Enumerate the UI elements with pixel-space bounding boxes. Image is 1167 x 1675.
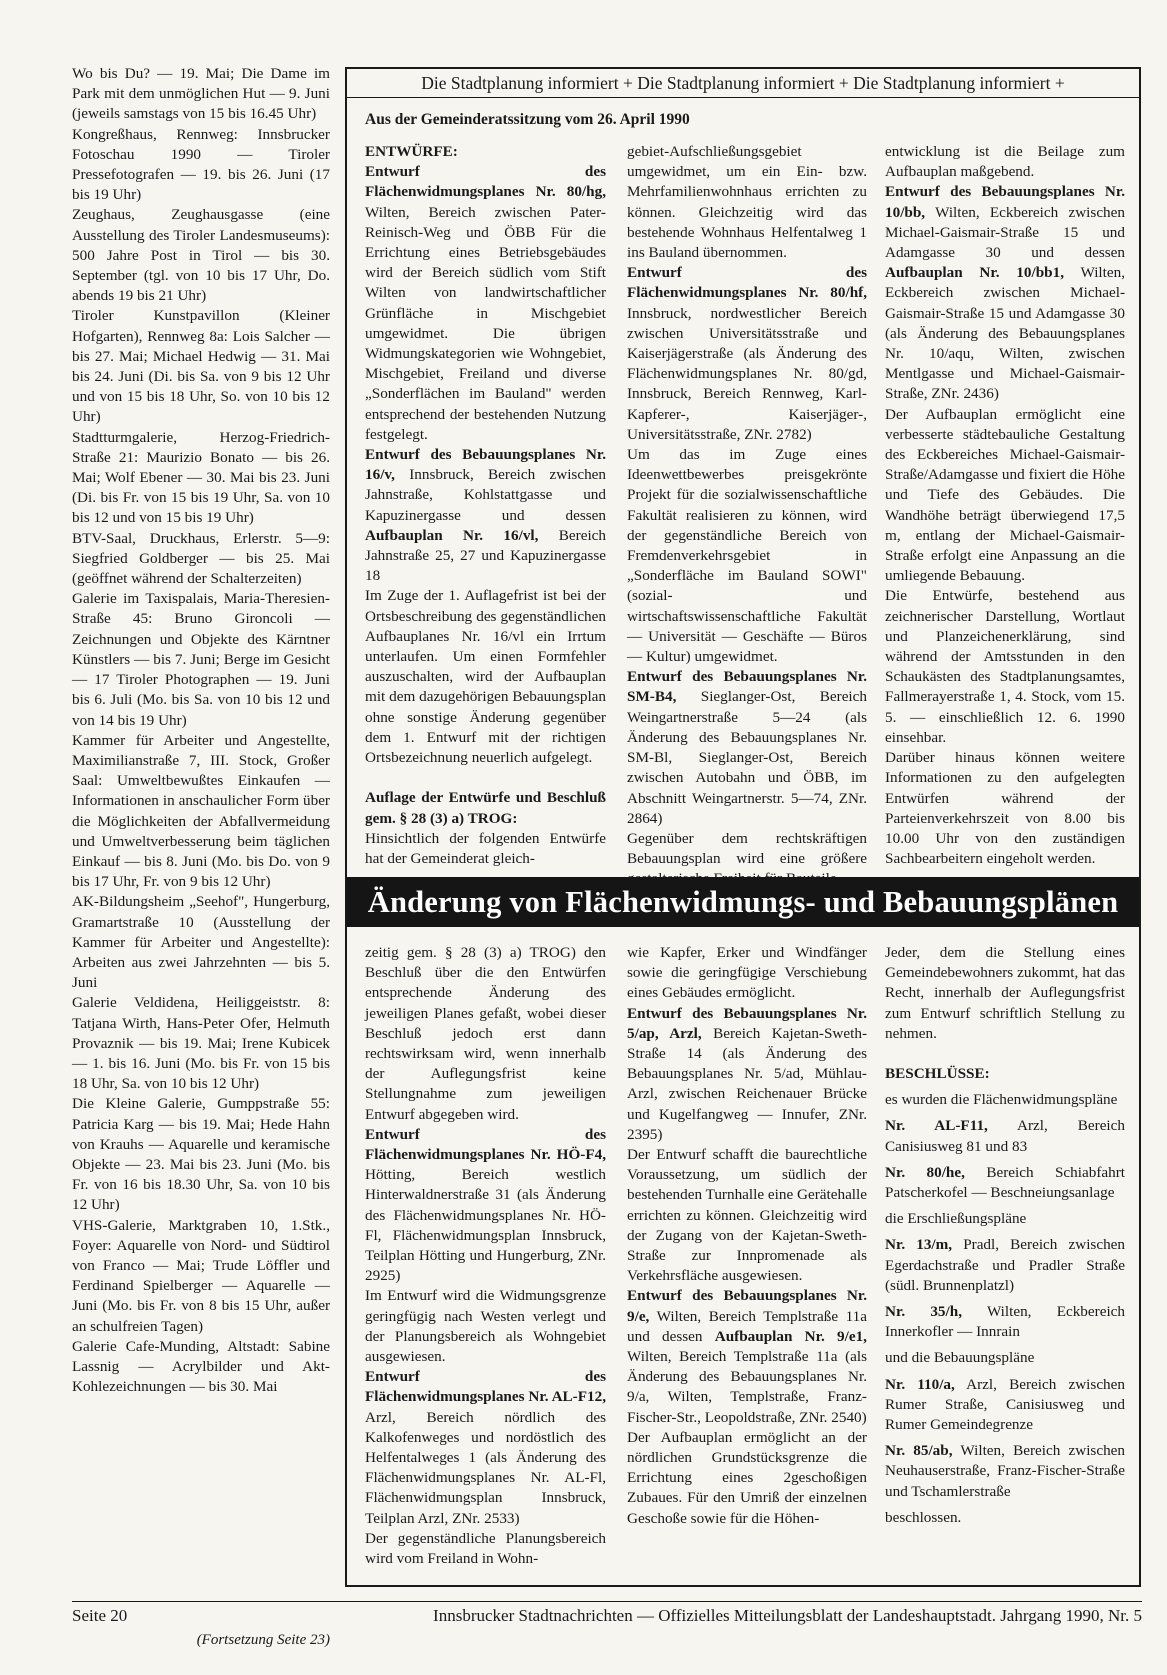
article-text: gebiet-Aufschließungsgebiet umgewidmet, um ein Ein- bzw. Mehrfamilienwohnhaus errichten zu können. Gleichzeitig wird das bestehende Wohnhaus Helfentalweg 1 ins Bauland übernommen. <box>627 143 867 262</box>
plan-title: Entwurf des Bebauungsplanes Nr. SM-B4, <box>627 668 867 706</box>
plan-title: Aufbauplan Nr. 10/bb1, <box>885 264 1064 282</box>
section-heading: Auflage der Entwürfe und Beschluß gem. § 28 (3) a) TROG: <box>365 789 606 827</box>
plan-title: Entwurf des Flächenwidmungsplanes Nr. HÖ-F4, <box>365 1125 606 1164</box>
plan-title: Entwurf des Bebauungsplanes Nr. 9/e, <box>627 1287 867 1325</box>
article-text: Arzl, Bereich Canisiusweg 81 und 83 <box>885 1117 1125 1155</box>
article-text: Wilten, Eckbereich zwischen Michael-Gaismair-Straße 15 und Adamgasse 30 und dessen <box>885 203 1125 262</box>
plan-title: Entwurf des Bebauungsplanes Nr. 10/bb, <box>885 183 1125 221</box>
exhibitions-column <box>72 64 330 1397</box>
footer-rule <box>72 1601 1142 1602</box>
page-number: Seite 20 <box>72 1606 128 1625</box>
plan-title: Nr. 35/h, <box>885 1303 962 1321</box>
article-text: Der Aufbauplan ermöglicht eine verbesserte städtebauliche Gestaltung des Eckbereiches Michael-Gaismair-Straße/Adamgasse und fixiert die Höhe und Tiefe des Gebäudes. Die Wandhöhe beträgt überwiegend 17,5 m, entlang der Michael-Gaismair-Straße erfolgt eine Anpassung an die umliegende Bebauung. <box>885 405 1125 585</box>
article-text: Innsbruck, nordwestlicher Bereich zwischen Universitätsstraße und Kaiserjägerstraße (als Änderung des Flächenwidmungsplanes Nr. 80/gd, Innsbruck, Bereich Rennweg, Karl-Kapferer-, Kaiserjäger-, Universitätsstraße, ZNr. 2782) <box>627 304 867 443</box>
plan-title: Nr. 13/m, <box>885 1236 953 1254</box>
article-text: beschlossen. <box>885 1508 962 1526</box>
exhibition-entry: Galerie Veldidena, Heiliggeiststr. 8: Tatjana Wirth, Hans-Peter Ofer, Helmuth Provaznik — bis 19. Mai; Irene Kubicek — 1. bis 16. Juni (Mo. bis Fr. von 15 bis 18 Uhr, Sa. von 10 bis 12 Uhr) <box>72 994 330 1093</box>
article-text: Hinsichtlich der folgenden Entwürfe hat der Gemeinderat gleich- <box>365 829 606 867</box>
article-text: Die Entwürfe, bestehend aus zeichnerischer Darstellung, Wortlaut und Planzeichenerklärung, sind während der Amtsstunden in den Schaukästen des Stadtplanungsamtes, Fallmerayerstraße 1, 4. Stock, vom 15. 5. — einschließlich 12. 6. 1990 einsehbar. <box>885 587 1125 746</box>
exhibition-entry: Galerie Cafe-Munding, Altstadt: Sabine Lassnig — Acrylbilder und Akt-Kohlezeichnungen — bis 30. Mai <box>72 1337 330 1396</box>
plan-title: Nr. 80/he, <box>885 1163 965 1181</box>
article-text: Im Entwurf wird die Widmungsgrenze geringfügig nach Westen verlegt und der Planungsbereich als Wohngebiet ausgewiesen. <box>365 1287 606 1366</box>
plan-title: Entwurf des Flächenwidmungsplanes Nr. AL-F12, <box>365 1368 606 1406</box>
exhibition-entry: Galerie im Taxispalais, Maria-Theresien-Straße 45: Bruno Gironcoli — Zeichnungen und Objekte des Kärntner Künstlers — bis 7. Juni; Berge im Gesicht — 17 Tiroler Photographen — 19. Juni bis 6. Juli (Mo. bis Sa. von 10 bis 12 und von 14 bis 19 Uhr) <box>72 590 330 729</box>
exhibition-entry: Tiroler Kunstpavillon (Kleiner Hofgarten), Rennweg 8a: Lois Salcher — bis 27. Mai; Michael Hedwig — 31. Mai bis 24. Juni (Di. bis Sa. von 9 bis 12 Uhr und von 15 bis 18 Uhr, So. von 10 bis 12 Uhr) <box>72 307 330 426</box>
article-text: zeitig gem. § 28 (3) a) TROG) den Beschluß über die den Entwürfen entsprechende Änderung des jeweiligen Planes gefaßt, wobei dieser Beschluß jedoch erst dann rechtswirksam wird, wenn innerhalb der Auflegungsfrist keine Stellungnahme zum jeweiligen Entwurf abgegeben wird. <box>365 944 606 1123</box>
article-text: Bereich Schiabfahrt Patscherkofel — Beschneiungsanlage <box>885 1163 1125 1202</box>
plan-title: Entwurf des Bebauungsplanes Nr. 5/ap, Arzl, <box>627 1004 867 1042</box>
exhibition-entry: Zeughaus, Zeughausgasse (eine Ausstellung des Tiroler Landesmuseums): 500 Jahre Post in Tirol — bis 30. September (tgl. von 10 bis 17 Uhr, Do. abends 19 bis 21 Uhr) <box>72 206 330 305</box>
plan-title: Entwurf des Bebauungsplanes Nr. 16/v, <box>365 446 606 484</box>
article-text: Im Zuge der 1. Auflagefrist ist bei der Ortsbeschreibung des gegenständlichen Aufbauplanes Nr. 16/vl ein Irrtum unterlaufen. Um einen Formfehler auszuschalten, wird der Aufbauplan mit dem dazugehörigen Bebauungsplan ohne sonstige Änderung gegenüber dem 1. Entwurf mit der richtigen Ortsbezeichnung neuerlich aufgelegt. <box>365 587 606 767</box>
article-text: Um das im Zuge eines Ideenwettbewerbes preisgekrönte Projekt für die sozialwissenschaftliche Fakultät realisieren zu können, wird der gegenständliche Bereich von Fremdenverkehrsgebiet in „Sonderfläche im Bauland SOWI" (sozial- und wirtschaftswissenschaftliche Fakultät — Universität — Geschäfte — Büros — Kultur) umgewidmet. <box>627 446 867 666</box>
article-text: Wilten, Bereich Templstraße 11a und dessen <box>627 1307 867 1345</box>
article-text: Wilten, Bereich zwischen Neuhauserstraße, Franz-Fischer-Straße und Tschamlerstraße <box>885 1442 1125 1500</box>
article-text: Jeder, dem die Stellung eines Gemeindebewohners zukommt, hat das Recht, innerhalb der Auflegungsfrist zum Entwurf schriftlich Stellung zu nehmen. <box>885 944 1125 1042</box>
exhibition-entry: AK-Bildungsheim „Seehof", Hungerburg, Gramartstraße 10 (Ausstellung der Kammer für Arbeiter und Angestellte): Arbeiten aus zwei Jahrzehnten — bis 5. Juni <box>72 893 330 992</box>
article-text: Der Entwurf schafft die baurechtliche Voraussetzung, um südlich der bestehenden Turnhalle eine Gerätehalle errichten zu können. Gleichzeitig wird der Zugang von der Kajetan-Sweth-Straße zur Innpromenade als Verkehrsfläche ausgewiesen. <box>627 1146 867 1285</box>
plan-title: Nr. 85/ab, <box>885 1442 953 1460</box>
exhibition-entry: Kongreßhaus, Rennweg: Innsbrucker Fotoschau 1990 — Tiroler Pressefotografen — 19. bis 26. Juni (17 bis 19 Uhr) <box>72 125 330 204</box>
article-text: wie Kapfer, Erker und Windfänger sowie die geringfügige Verschiebung eines Gebäudes ermöglicht. <box>627 944 867 1002</box>
article-text: Wilten, Bereich zwischen Pater-Reinisch-Weg und ÖBB Für die Errichtung eines Betriebsgebäudes wird der Bereich südlich vom Stift Wilten von landwirtschaftlicher Grünfläche in Mischgebiet umgewidmet. Die übrigen Widmungskategorien wie Wohngebiet, Mischgebiet, Freiland und diverse „Sonderflächen im Bauland" werden entsprechend der bestehenden Nutzung festgelegt. <box>365 203 606 443</box>
article-text: Wilten, Bereich Templstraße 11a (als Änderung des Bebauungsplanes Nr. 9/a, Wilten, Templstraße, Franz-Fischer-Str., Leopoldstraße, ZNr. 2540) <box>627 1348 867 1426</box>
plan-title: Nr. 110/a, <box>885 1375 955 1393</box>
article-text: Bereich Jahnstraße 25, 27 und Kapuzinergasse 18 <box>365 526 606 585</box>
exhibition-entry: VHS-Galerie, Marktgraben 10, 1.Stk., Foyer: Aquarelle von Nord- und Südtirol von Franco — Mai; Trude Löffler und Ferdinand Spielberger — Aquarelle — Juni (Mo. bis Fr. von 8 bis 15 Uhr, außer an schulfreien Tagen) <box>72 1216 330 1335</box>
plan-title: Entwurf des Flächenwidmungsplanes Nr. 80/hg, <box>365 163 606 201</box>
article-text: Darüber hinaus können weitere Informationen zu den aufgelegten Entwürfen während der Parteienverkehrszeit von 8.00 bis 10.00 Uhr von den zuständigen Sachbearbeitern eingeholt werden. <box>885 749 1125 868</box>
article-text: Der gegenständliche Planungsbereich wird vom Freiland in Wohn- <box>365 1529 606 1568</box>
exhibition-entry: Wo bis Du? — 19. Mai; Die Dame im Park mit dem unmöglichen Hut — 9. Juni (jeweils samstags von 15 bis 16.45 Uhr) <box>72 65 330 123</box>
publication-line: Innsbrucker Stadtnachrichten — Offizielles Mitteilungsblatt der Landeshauptstadt. Jahrgang 1990, Nr. 5 <box>433 1606 1142 1625</box>
exhibition-entry: Kammer für Arbeiter und Angestellte, Maximilianstraße 7, III. Stock, Großer Saal: Umweltbewußtes Einkaufen — Informationen in anschaulicher Form über die Möglichkeiten der Abfallvermeidung und Umweltverbesserung beim täglichen Einkauf — bis 8. Juni (Mo. bis Do. von 9 bis 17 Uhr, Fr. von 9 bis 12 Uhr) <box>72 731 330 891</box>
plan-title: Aufbauplan Nr. 16/vl, <box>365 526 539 544</box>
exhibition-entry: Stadtturmgalerie, Herzog-Friedrich-Straße 21: Maurizio Bonato — bis 26. Mai; Wolf Ebener — 30. Mai bis 23. Juni (Di. bis Fr. von 15 bis 19 Uhr, Sa. von 10 bis 12 und von 15 bis 19 Uhr) <box>72 428 330 527</box>
article-column <box>627 943 867 1529</box>
article-text: Pradl, Bereich zwischen Egerdachstraße und Pradler Straße (südl. Brunnenplatzl) <box>885 1236 1125 1294</box>
section-heading: ENTWÜRFE: <box>365 143 458 160</box>
section-heading: BESCHLÜSSE: <box>885 1065 990 1083</box>
plan-title: Nr. AL-F11, <box>885 1117 988 1135</box>
article-text: Hötting, Bereich westlich Hinterwaldnerstraße 31 (als Änderung des Flächenwidmungsplanes Nr. HÖ-Fl, Flächenwidmungsplan Innsbruck, Teilplan Hötting und Hungerburg, ZNr. 2925) <box>365 1166 606 1285</box>
article-column <box>627 142 867 890</box>
article-text: Der Aufbauplan ermöglicht an der nördlichen Grundstücksgrenze die Errichtung eines 2geschoßigen Zubaues. Für den Umriß der einzelnen Geschoße sowie für die Höhen- <box>627 1428 867 1527</box>
exhibition-entry: Die Kleine Galerie, Gumppstraße 55: Patricia Karg — bis 19. Mai; Hede Hahn von Krauhs — Aquarelle und keramische Objekte — 23. Mai bis 23. Juni (Mo. bis Fr. von 16 bis 18.30 Uhr, Sa. von 10 bis 12 Uhr) <box>72 1095 330 1214</box>
article-column <box>365 943 606 1569</box>
plan-title: Aufbauplan Nr. 9/e1, <box>714 1327 867 1345</box>
session-title: Aus der Gemeinderatssitzung vom 26. April 1990 <box>365 111 690 128</box>
article-column <box>365 142 606 869</box>
article-text: es wurden die Flächenwidmungspläne <box>885 1091 1118 1109</box>
article-text: Arzl, Bereich zwischen Rumer Straße, Canisiusweg und Rumer Gemeindegrenze <box>885 1375 1125 1434</box>
exhibition-entry: BTV-Saal, Druckhaus, Erlerstr. 5—9: Siegfried Goldberger — bis 25. Mai (geöffnet während der Schalterzeiten) <box>72 529 330 588</box>
article-text: Innsbruck, Bereich zwischen Jahnstraße, Kohlstattgasse und Kapuzinergasse und dessen <box>365 466 606 524</box>
article-column <box>885 142 1125 869</box>
article-text: Arzl, Bereich nördlich des Kalkofenweges und nordöstlich des Helfentalweges 1 (als Änderung des Flächenwidmungsplanes Nr. AL-Fl, Flächenwidmungsplan Innsbruck, Teilplan Arzl, ZNr. 2533) <box>365 1408 606 1527</box>
article-text: Bereich Kajetan-Sweth-Straße 14 (als Änderung des Bebauungsplanes Nr. 5/ad, Mühlau-Arzl, zwischen Reichenauer Brücke und Kugelfangweg — Innufer, ZNr. 2395) <box>627 1024 868 1143</box>
article-text: Sieglanger-Ost, Bereich Weingartnerstraße 5—24 (als Änderung des Bebauungsplanes Nr. SM-Bl, Sieglanger-Ost, Bereich zwischen Autobahn und ÖBB, im Abschnitt Weingartnerstr. 5—74, ZNr. 2864) <box>627 688 867 827</box>
article-text: entwicklung ist die Beilage zum Aufbauplan maßgebend. <box>885 143 1125 181</box>
article-text: die Erschließungspläne <box>885 1210 1027 1228</box>
banner: Die Stadtplanung informiert + Die Stadtplanung informiert + Die Stadtplanung informiert + <box>347 69 1139 98</box>
article-text: Gegenüber dem rechtskräftigen Bebauungsplan wird eine größere <box>627 829 867 868</box>
plan-title: Entwurf des Flächenwidmungsplanes Nr. 80/hf, <box>627 264 867 302</box>
article-text: Wilten, Eckbereich Innerkofler — Innrain <box>885 1303 1125 1341</box>
headline: Änderung von Flächenwidmungs- und Bebauungsplänen <box>347 877 1139 927</box>
article-column <box>885 943 1125 1528</box>
article-text: und die Bebauungspläne <box>885 1349 1035 1367</box>
stadtplanung-box <box>345 67 1141 1587</box>
continuation-note: (Fortsetzung Seite 23) <box>196 1632 330 1648</box>
article-text: Wilten, Eckbereich zwischen Michael-Gaismair-Straße 15 und Adamgasse 30 (als Änderung des Bebauungsplanes Nr. 10/aqu, Wilten, zwischen Mentlgasse und Michael-Gaismair-Straße, ZNr. 2436) <box>885 264 1126 403</box>
